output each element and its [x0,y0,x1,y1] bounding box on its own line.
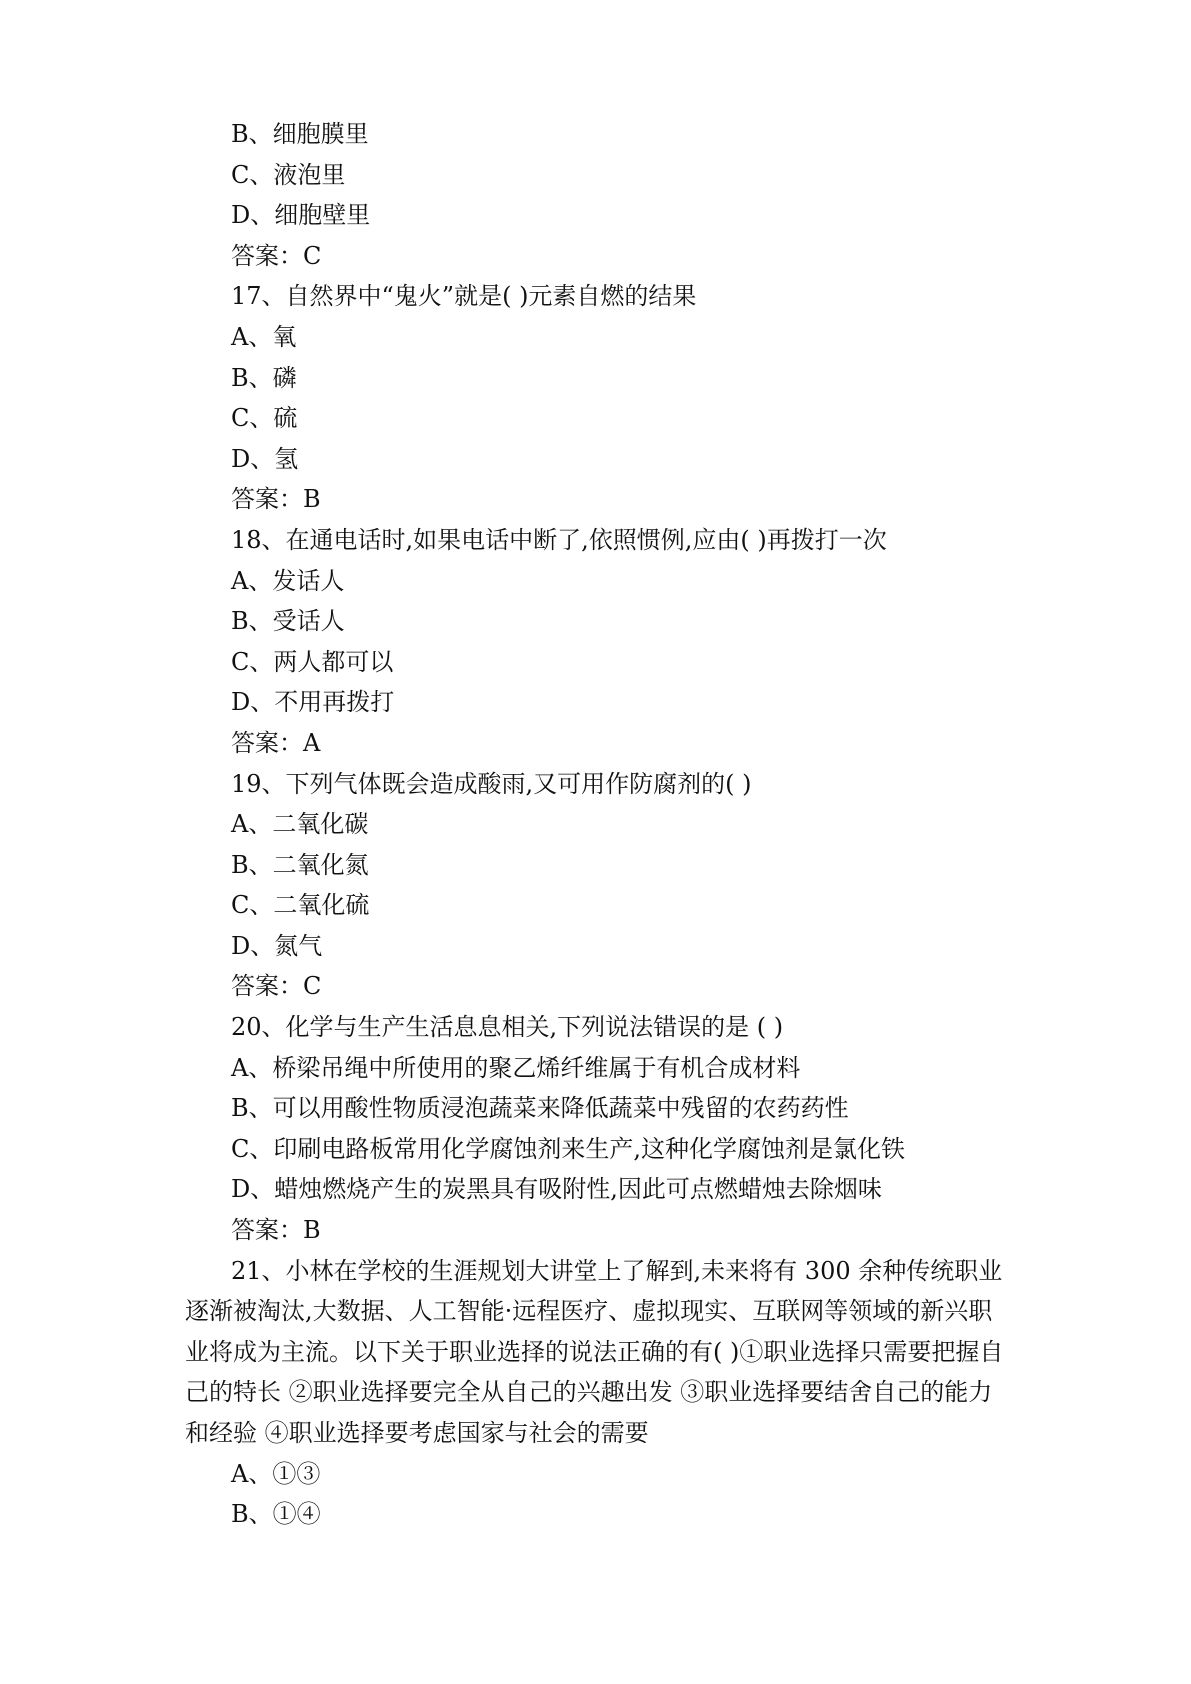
answer-line: 答案：A [231,728,321,757]
option-line: C、硫 [231,404,298,433]
question-stem: 17、自然界中“鬼火”就是( )元素自燃的结果 [231,282,697,311]
option-line: D、不用再拨打 [231,688,395,717]
question-stem: 19、下列气体既会造成酸雨,又可用作防腐剂的( ) [231,769,752,798]
answer-line: 答案：B [231,1216,321,1245]
option-line: C、两人都可以 [231,647,394,676]
option-line: C、液泡里 [231,160,346,189]
option-line: B、磷 [231,363,297,392]
option-line: B、①④ [231,1500,321,1529]
option-line: C、印刷电路板常用化学腐蚀剂来生产,这种化学腐蚀剂是氯化铁 [231,1134,905,1163]
answer-line: 答案：C [231,972,322,1001]
option-line: B、可以用酸性物质浸泡蔬菜来降低蔬菜中残留的农药药性 [231,1094,849,1123]
option-line: B、受话人 [231,607,345,636]
option-line: A、发话人 [231,566,345,595]
option-line: A、二氧化碳 [231,810,369,839]
option-line: A、氧 [231,322,297,351]
page-content [185,114,1015,1535]
question-stem: 21、小林在学校的生涯规划大讲堂上了解到,未来将有 300 余种传统职业逐渐被淘汰,大数据、人工智能·远程医疗、虚拟现实、互联网等领域的新兴职业将成为主流。以下关于职业选择的说法正确的有( )①职业选择只需要把握自己的特长 ②职业选择要完全从自己的兴趣出发 ③职业选择要结舍自己的能力和经验 ④职业选择要考虑国家与社会的需要 [185,1256,1004,1447]
question-stem: 20、化学与生产生活息息相关,下列说法错误的是 ( ) [231,1013,784,1042]
answer-line: 答案：B [231,485,321,514]
answer-line: 答案：C [231,241,322,270]
option-line: D、蜡烛燃烧产生的炭黑具有吸附性,因此可点燃蜡烛去除烟味 [231,1175,882,1204]
option-line: A、①③ [231,1459,321,1488]
option-line: D、氮气 [231,931,323,960]
option-line: A、桥梁吊绳中所使用的聚乙烯纤维属于有机合成材料 [231,1053,801,1082]
option-line: D、氢 [231,444,299,473]
option-line: D、细胞壁里 [231,201,371,230]
option-line: B、二氧化氮 [231,850,369,879]
option-line: B、细胞膜里 [231,120,369,148]
option-line: C、二氧化硫 [231,891,370,920]
question-stem: 18、在通电话时,如果电话中断了,依照惯例,应由( )再拨打一次 [231,525,887,554]
